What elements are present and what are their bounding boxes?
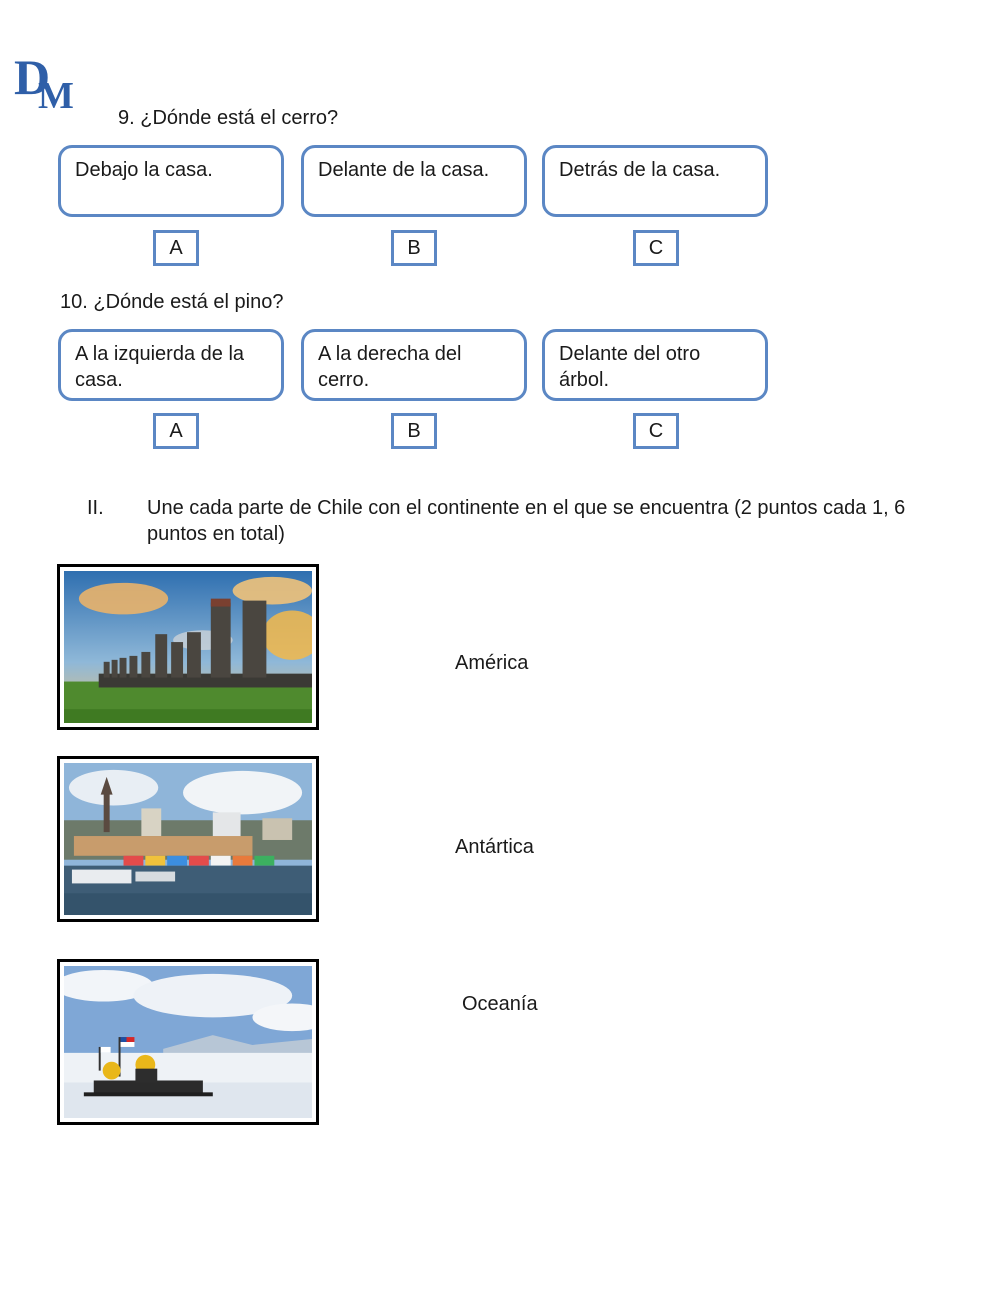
dm-logo-icon: [14, 50, 84, 112]
section-number: II.: [87, 497, 104, 519]
photo-frame-antarctic[interactable]: [57, 959, 319, 1125]
q9-answer-b-button[interactable]: B: [391, 230, 437, 266]
continent-antartica[interactable]: Antártica: [455, 836, 534, 858]
continent-oceania[interactable]: Oceanía: [462, 993, 538, 1015]
q9-option-b-text: Delante de la casa.: [318, 159, 490, 181]
q10-option-b-box: [301, 329, 527, 401]
question-10-text: 10. ¿Dónde está el pino?: [60, 291, 284, 313]
q9-option-c-box: [542, 145, 768, 217]
logo-letter-m: M: [38, 75, 74, 112]
q10-answer-b-button[interactable]: B: [391, 413, 437, 449]
photo-frame-moai[interactable]: [57, 564, 319, 730]
continent-america[interactable]: América: [455, 652, 529, 674]
q10-answer-c-button[interactable]: C: [633, 413, 679, 449]
harbor-city-photo-icon: [64, 763, 312, 915]
q9-answer-c-button[interactable]: C: [633, 230, 679, 266]
q9-answer-a-button[interactable]: A: [153, 230, 199, 266]
q10-option-a-box: [58, 329, 284, 401]
q10-answer-a-button[interactable]: A: [153, 413, 199, 449]
q9-option-b-box: [301, 145, 527, 217]
logo: [14, 50, 84, 112]
section-instruction: Une cada parte de Chile con el continente en el que se encuentra (2 puntos cada 1, 6 puntos en total): [147, 497, 906, 545]
logo-letter-d: D: [14, 50, 51, 105]
q9-option-a-box: [58, 145, 284, 217]
q9-option-c-text: Detrás de la casa.: [559, 159, 721, 181]
moai-statues-photo-icon: [64, 571, 312, 723]
photo-frame-harbor[interactable]: [57, 756, 319, 922]
q10-option-a-text: A la izquierda de la casa.: [75, 343, 245, 391]
antarctic-snow-photo-icon: [64, 966, 312, 1118]
q10-option-c-text: Delante del otro árbol.: [559, 343, 701, 391]
question-9-text: 9. ¿Dónde está el cerro?: [118, 107, 339, 129]
q10-option-b-text: A la derecha del cerro.: [318, 343, 462, 391]
q9-option-a-text: Debajo la casa.: [75, 159, 213, 181]
q10-option-c-box: [542, 329, 768, 401]
